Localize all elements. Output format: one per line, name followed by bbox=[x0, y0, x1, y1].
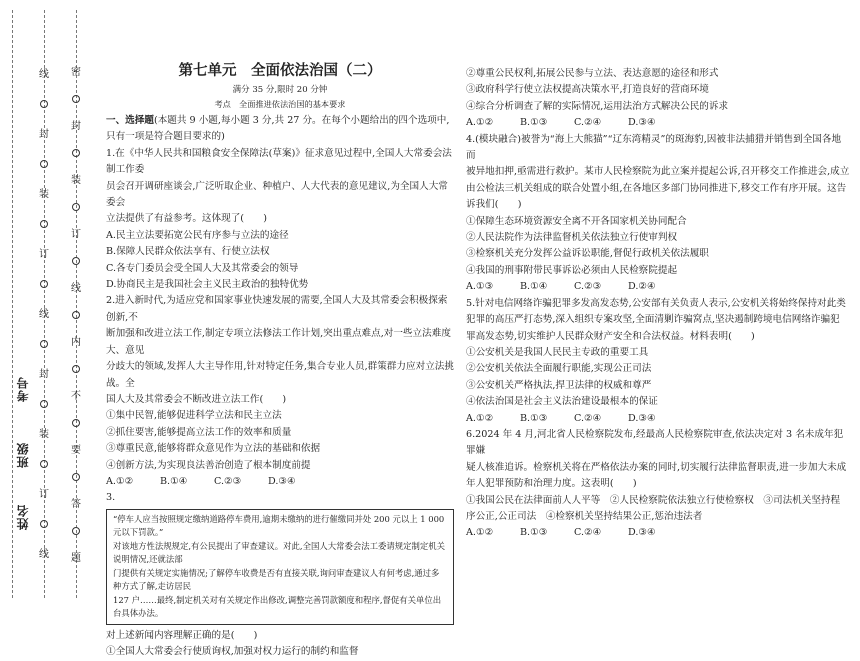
binding-char: 装 bbox=[39, 189, 49, 200]
class-label: 班级 bbox=[16, 442, 30, 468]
binding-circle bbox=[40, 460, 48, 468]
binding-char: 订 bbox=[39, 489, 49, 500]
binding-circle bbox=[72, 473, 80, 481]
binding-char: 不 bbox=[71, 391, 81, 402]
news-line: 对该地方性法规规定,有公民提出了审查建议。对此,全国人大常委会法工委请规定制定机关说明情况,还就法部 bbox=[113, 540, 445, 565]
section-desc: (本题共 9 小题,每小题 3 分,共 27 分。在每个小题给出的四个选项中,只有一项是符合题目要求的) bbox=[106, 115, 450, 143]
q3-item: ①全国人大常委会行使质询权,加强对权力运行的制约和监督 bbox=[106, 646, 359, 658]
q5-stem: 5.针对电信网络诈骗犯罪多发高发态势,公安部有关负责人表示,公安机关将始终保持对此类 bbox=[466, 297, 846, 309]
q2-item: ③尊重民意,能够将群众意见作为立法的基础和依据 bbox=[106, 443, 321, 455]
q6-stem: 疑人核准追诉。检察机关将在严格依法办案的同时,切实履行法律监督职责,进一步加大未成 bbox=[466, 461, 847, 473]
binding-char: 答 bbox=[71, 499, 81, 510]
choice-c: C.②③ bbox=[574, 281, 602, 293]
choice-b: B.①③ bbox=[520, 117, 548, 129]
q1-option-d: D.协商民主是我国社会主义民主政治的独特优势 bbox=[106, 279, 309, 291]
binding-circle bbox=[72, 311, 80, 319]
binding-char: 封 bbox=[39, 129, 49, 140]
binding-circle bbox=[40, 100, 48, 108]
q3-stem: 对上述新闻内容理解正确的是( ) bbox=[106, 629, 258, 641]
id-label: 考号 bbox=[16, 376, 30, 402]
q5-item: ③公安机关严格执法,捍卫法律的权威和尊严 bbox=[466, 379, 652, 391]
news-line: 门提供有关规定实施情况;了解停车收费是否有直接关联,询问审查建议人有何考虑,通过多种方式了解,走访居民 bbox=[113, 567, 440, 592]
q4-item: ④我国的刑事附带民事诉讼必须由人民检察院提起 bbox=[466, 264, 678, 276]
choice-a: A.①② bbox=[466, 117, 494, 129]
q2-item: ④创新方法,为实现良法善治创造了根本制度前提 bbox=[106, 459, 311, 471]
binding-char: 题 bbox=[71, 553, 81, 564]
q5-choices bbox=[466, 411, 850, 427]
binding-char: 要 bbox=[71, 445, 81, 456]
q4-stem: 诉我们( ) bbox=[466, 199, 522, 211]
q4-item: ③检察机关充分发挥公益诉讼职能,督促行政机关依法履职 bbox=[466, 248, 709, 260]
q1-option-a: A.民主立法要拓宽公民有序参与立法的途径 bbox=[106, 229, 289, 241]
choice-c: C.②④ bbox=[574, 117, 602, 129]
cut-line bbox=[12, 10, 13, 598]
score-meta: 满分 35 分,限时 20 分钟 bbox=[232, 85, 328, 95]
choice-d: D.③④ bbox=[628, 527, 656, 539]
page-title: 第七单元 全面依法治国（二） bbox=[178, 63, 382, 79]
choice-a: A.①② bbox=[466, 527, 494, 539]
choice-b: B.①④ bbox=[160, 475, 188, 487]
binding-col-1 bbox=[38, 0, 52, 608]
binding-char: 内 bbox=[71, 337, 81, 348]
choice-d: D.②④ bbox=[628, 281, 656, 293]
q3-item: ④综合分析调查了解的实际情况,运用法治方式解决公民的诉求 bbox=[466, 100, 729, 112]
choice-b: B.①③ bbox=[520, 412, 548, 424]
q4-stem: 被异地扣押,亟需进行救护。某市人民检察院为此立案并提起公诉,召开移交工作推进会,成立 bbox=[466, 166, 850, 178]
choice-d: D.③④ bbox=[268, 475, 296, 487]
q1-stem: 员会召开调研座谈会,广泛听取企业、种植户、人大代表的意见建议,为全国人大常委会 bbox=[106, 180, 448, 209]
q6-stem: 年人犯罪预防和治理力度。这表明( ) bbox=[466, 478, 637, 490]
binding-char: 封 bbox=[71, 121, 81, 132]
q5-stem: 犯罪的高压严打态势,深入组织专案攻坚,全面清剿诈骗窝点,坚决遏制跨境电信网络诈骗犯 bbox=[466, 314, 840, 326]
q4-item: ①保障生态环境资源安全离不开各国家机关协同配合 bbox=[466, 215, 687, 227]
q5-item: ④依法治国是社会主义法治建设最根本的保证 bbox=[466, 396, 658, 408]
binding-circle bbox=[40, 220, 48, 228]
q3-choices bbox=[466, 115, 850, 131]
binding-char: 线 bbox=[39, 549, 49, 560]
choice-c: C.②③ bbox=[214, 475, 242, 487]
binding-circle bbox=[40, 400, 48, 408]
q6-item: ①我国公民在法律面前人人平等 ②人民检察院依法独立行使检察权 ③司法机关坚持程 bbox=[466, 494, 841, 506]
q6-choices bbox=[466, 525, 850, 541]
binding-circle bbox=[72, 95, 80, 103]
q3-number: 3. bbox=[106, 492, 116, 504]
q2-choices bbox=[106, 474, 454, 490]
q5-stem: 罪高发态势,切实维护人民群众财产安全和合法权益。材料表明( ) bbox=[466, 330, 755, 342]
q5-item: ②公安机关依法全面履行职能,实现公正司法 bbox=[466, 363, 652, 375]
binding-circle bbox=[72, 419, 80, 427]
binding-circle bbox=[72, 149, 80, 157]
binding-circle bbox=[72, 257, 80, 265]
binding-char: 线 bbox=[39, 69, 49, 80]
q2-item: ②抓住要害,能够提高立法工作的效率和质量 bbox=[106, 426, 292, 438]
q2-item: ①集中民智,能够促进科学立法和民主立法 bbox=[106, 410, 282, 422]
choice-a: A.①③ bbox=[466, 281, 494, 293]
section-title: 一、选择题 bbox=[106, 115, 154, 126]
section-header bbox=[106, 113, 454, 146]
name-label: 姓名 bbox=[16, 504, 30, 530]
news-line: 127 户……最终,制定机关对有关规定作出修改,调整完善罚款额度和程序,督促有关单位出台具体办法。 bbox=[113, 594, 442, 619]
q4-item: ②人民法院作为法律监督机关依法独立行使审判权 bbox=[466, 232, 678, 244]
binding-char: 装 bbox=[71, 175, 81, 186]
q4-stem: 4.(模块融合)被誉为“海上大熊猫”“辽东湾精灵”的斑海豹,因被非法捕猎并销售到全国各地而 bbox=[466, 133, 842, 162]
binding-char: 密 bbox=[71, 67, 81, 78]
binding-circle bbox=[40, 340, 48, 348]
choice-c: C.②④ bbox=[574, 412, 602, 424]
binding-circle bbox=[72, 365, 80, 373]
binding-char: 封 bbox=[39, 369, 49, 380]
q2-stem: 2.进入新时代,为适应党和国家事业快速发展的需要,全国人大及其常委会积极探索创新,不 bbox=[106, 295, 448, 323]
binding-circle bbox=[72, 527, 80, 535]
choice-c: C.②④ bbox=[574, 527, 602, 539]
binding-circle bbox=[72, 203, 80, 211]
q2-stem: 断加强和改进立法工作,制定专项立法修法工作计划,突出重点难点,对一些立法难度大、意见 bbox=[106, 328, 451, 356]
binding-circle bbox=[40, 160, 48, 168]
topic-line: 考点 全面推进依法治国的基本要求 bbox=[214, 99, 346, 109]
q3-item: ③政府科学行使立法权提高决策水平,打造良好的营商环境 bbox=[466, 84, 709, 96]
news-line: “停车人应当按照规定缴纳道路停车费用,逾期未缴纳的进行催缴同并处 200 元以上 1 000 元以下罚款。” bbox=[113, 513, 445, 538]
q1-option-b: B.保障人民群众依法享有、行使立法权 bbox=[106, 246, 270, 258]
right-column bbox=[466, 66, 850, 542]
choice-a: A.①② bbox=[106, 475, 134, 487]
choice-d: D.③④ bbox=[628, 412, 656, 424]
binding-char: 订 bbox=[71, 229, 81, 240]
q1-option-c: C.各专门委员会受全国人大及其常委会的领导 bbox=[106, 262, 299, 274]
binding-char: 线 bbox=[71, 283, 81, 294]
choice-b: B.①③ bbox=[520, 527, 548, 539]
q4-choices bbox=[466, 279, 850, 295]
binding-char: 线 bbox=[39, 309, 49, 320]
q6-stem: 6.2024 年 4 月,河北省人民检察院发布,经最高人民检察院审查,依法决定对 3 名未成年犯罪嫌 bbox=[466, 428, 844, 457]
q1-stem: 立法提供了有益参考。这体现了( ) bbox=[106, 213, 267, 225]
q5-item: ①公安机关是我国人民民主专政的重要工具 bbox=[466, 346, 649, 358]
q3-item: ②尊重公民权利,拓展公民参与立法、表达意愿的途径和形式 bbox=[466, 68, 719, 79]
q1-stem: 1.在《中华人民共和国粮食安全保障法(草案)》征求意见过程中,全国人大常委会法制工作委 bbox=[106, 147, 452, 176]
choice-d: D.③④ bbox=[628, 117, 656, 129]
q4-stem: 由公检法三机关组成的联合处置小组,在各地区多部门协同推进下,移交工作有序开展。这告 bbox=[466, 182, 847, 194]
q3-news-box bbox=[106, 509, 454, 625]
binding-char: 装 bbox=[39, 429, 49, 440]
choice-b: B.①④ bbox=[520, 281, 548, 293]
choice-a: A.①② bbox=[466, 412, 494, 424]
binding-char: 订 bbox=[39, 249, 49, 260]
q2-stem: 分歧大的领域,发挥人大主导作用,针对特定任务,集合专业人员,群策群力应对立法挑战。全 bbox=[106, 361, 454, 389]
binding-circle bbox=[40, 280, 48, 288]
q6-item: 序公正,公正司法 ④检察机关坚持结果公正,惩治违法者 bbox=[466, 510, 703, 522]
left-column bbox=[106, 60, 454, 661]
binding-col-2 bbox=[70, 0, 84, 608]
binding-margin bbox=[0, 0, 105, 608]
q2-stem: 国人大及其常委会不断改进立法工作( ) bbox=[106, 393, 287, 405]
binding-circle bbox=[40, 520, 48, 528]
